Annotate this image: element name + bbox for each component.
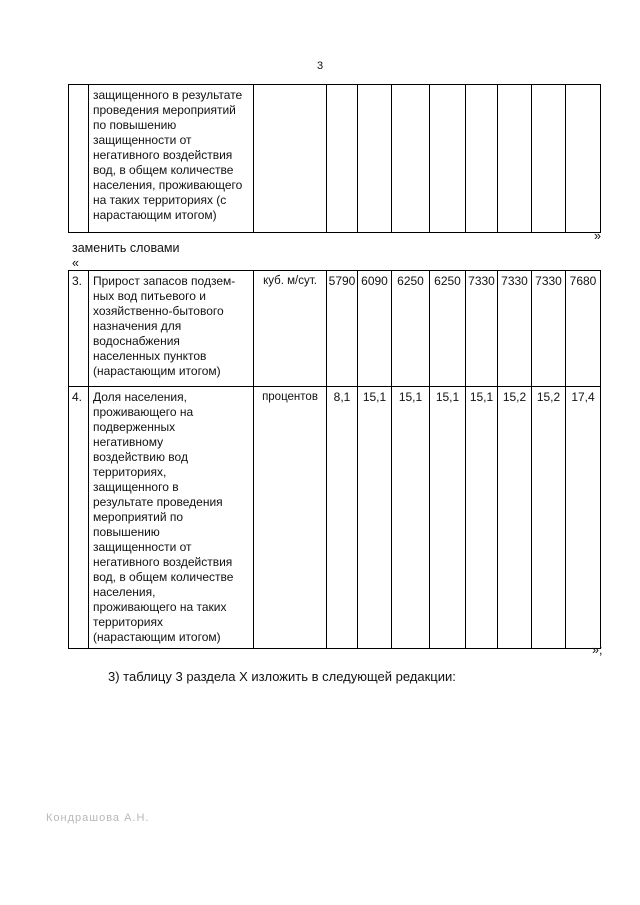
table-row — [69, 85, 601, 233]
indicators-table — [68, 270, 601, 649]
value-cell: 7330 — [466, 271, 498, 387]
desc-line: назначения для — [93, 319, 182, 333]
unit-cell: куб. м/сут. — [254, 271, 327, 387]
desc-line: защищенного в — [93, 480, 179, 494]
description-cell — [89, 271, 254, 387]
value-cell: 6250 — [392, 271, 430, 387]
value-cell — [327, 85, 358, 233]
page-number: 3 — [316, 60, 324, 72]
value-cell — [498, 85, 532, 233]
desc-line: территориях, — [93, 465, 167, 479]
desc-line: вод, в общем количестве — [93, 570, 234, 584]
table-row — [69, 387, 601, 649]
description-cell — [89, 85, 254, 233]
desc-line: негативного воздействия — [93, 148, 233, 162]
desc-line: населения, проживающего — [93, 178, 243, 192]
replace-with-label: заменить словами — [72, 241, 180, 255]
instruction-text: 3) таблицу 3 раздела X изложить в следующей редакции: — [108, 669, 456, 684]
value-cell: 15,1 — [358, 387, 392, 649]
value-cell: 17,4 — [566, 387, 601, 649]
desc-line: вод, в общем количестве — [93, 163, 234, 177]
table-row — [69, 271, 601, 387]
value-cell — [430, 85, 466, 233]
value-cell: 7330 — [498, 271, 532, 387]
desc-line: защищенного в результате — [93, 88, 243, 102]
desc-line: проведения мероприятий — [93, 103, 236, 117]
desc-line: защищенности от — [93, 133, 192, 147]
value-cell: 8,1 — [327, 387, 358, 649]
opening-quote: « — [72, 256, 79, 270]
value-cell: 7330 — [532, 271, 566, 387]
desc-line: Прирост запасов подзем- — [93, 274, 236, 288]
closing-quote: »; — [592, 643, 603, 657]
row-index: 3. — [69, 271, 89, 387]
desc-line: (нарастающим итогом) — [93, 630, 221, 644]
desc-line: результате проведения — [93, 495, 223, 509]
unit-cell — [254, 85, 327, 233]
desc-line: хозяйственно-бытового — [93, 304, 224, 318]
value-cell: 15,2 — [532, 387, 566, 649]
value-cell: 15,1 — [430, 387, 466, 649]
desc-line: территориях — [93, 615, 163, 629]
desc-line: воздействию вод — [93, 450, 188, 464]
desc-line: по повышению — [93, 118, 177, 132]
table-fragment-top — [68, 84, 601, 233]
closing-quote: » — [594, 229, 601, 243]
desc-line: (нарастающим итогом) — [93, 364, 221, 378]
desc-line: защищенности от — [93, 540, 192, 554]
value-cell: 15,1 — [466, 387, 498, 649]
value-cell: 15,2 — [498, 387, 532, 649]
desc-line: населения, — [93, 585, 156, 599]
desc-line: повышению — [93, 525, 160, 539]
description-cell — [89, 387, 254, 649]
value-cell — [566, 85, 601, 233]
desc-line: населенных пунктов — [93, 349, 207, 363]
value-cell — [392, 85, 430, 233]
desc-line: негативного воздействия — [93, 555, 233, 569]
value-cell — [532, 85, 566, 233]
executor-stamp: Кондрашова А.Н. — [46, 812, 150, 824]
desc-line: подверженных — [93, 420, 176, 434]
desc-line: негативному — [93, 435, 164, 449]
value-cell: 15,1 — [392, 387, 430, 649]
value-cell: 6250 — [430, 271, 466, 387]
index-cell — [69, 85, 89, 233]
desc-line: ных вод питьевого и — [93, 289, 206, 303]
desc-line: нарастающим итогом) — [93, 208, 217, 222]
value-cell — [466, 85, 498, 233]
value-cell: 7680 — [566, 271, 601, 387]
desc-line: проживающего на таких — [93, 600, 227, 614]
desc-line: водоснабжения — [93, 334, 180, 348]
value-cell: 5790 — [327, 271, 358, 387]
desc-line: Доля населения, — [93, 390, 187, 404]
value-cell: 6090 — [358, 271, 392, 387]
desc-line: мероприятий по — [93, 510, 184, 524]
desc-line: на таких территориях (с — [93, 193, 227, 207]
value-cell — [358, 85, 392, 233]
unit-cell: процентов — [254, 387, 327, 649]
row-index: 4. — [69, 387, 89, 649]
desc-line: проживающего на — [93, 405, 194, 419]
